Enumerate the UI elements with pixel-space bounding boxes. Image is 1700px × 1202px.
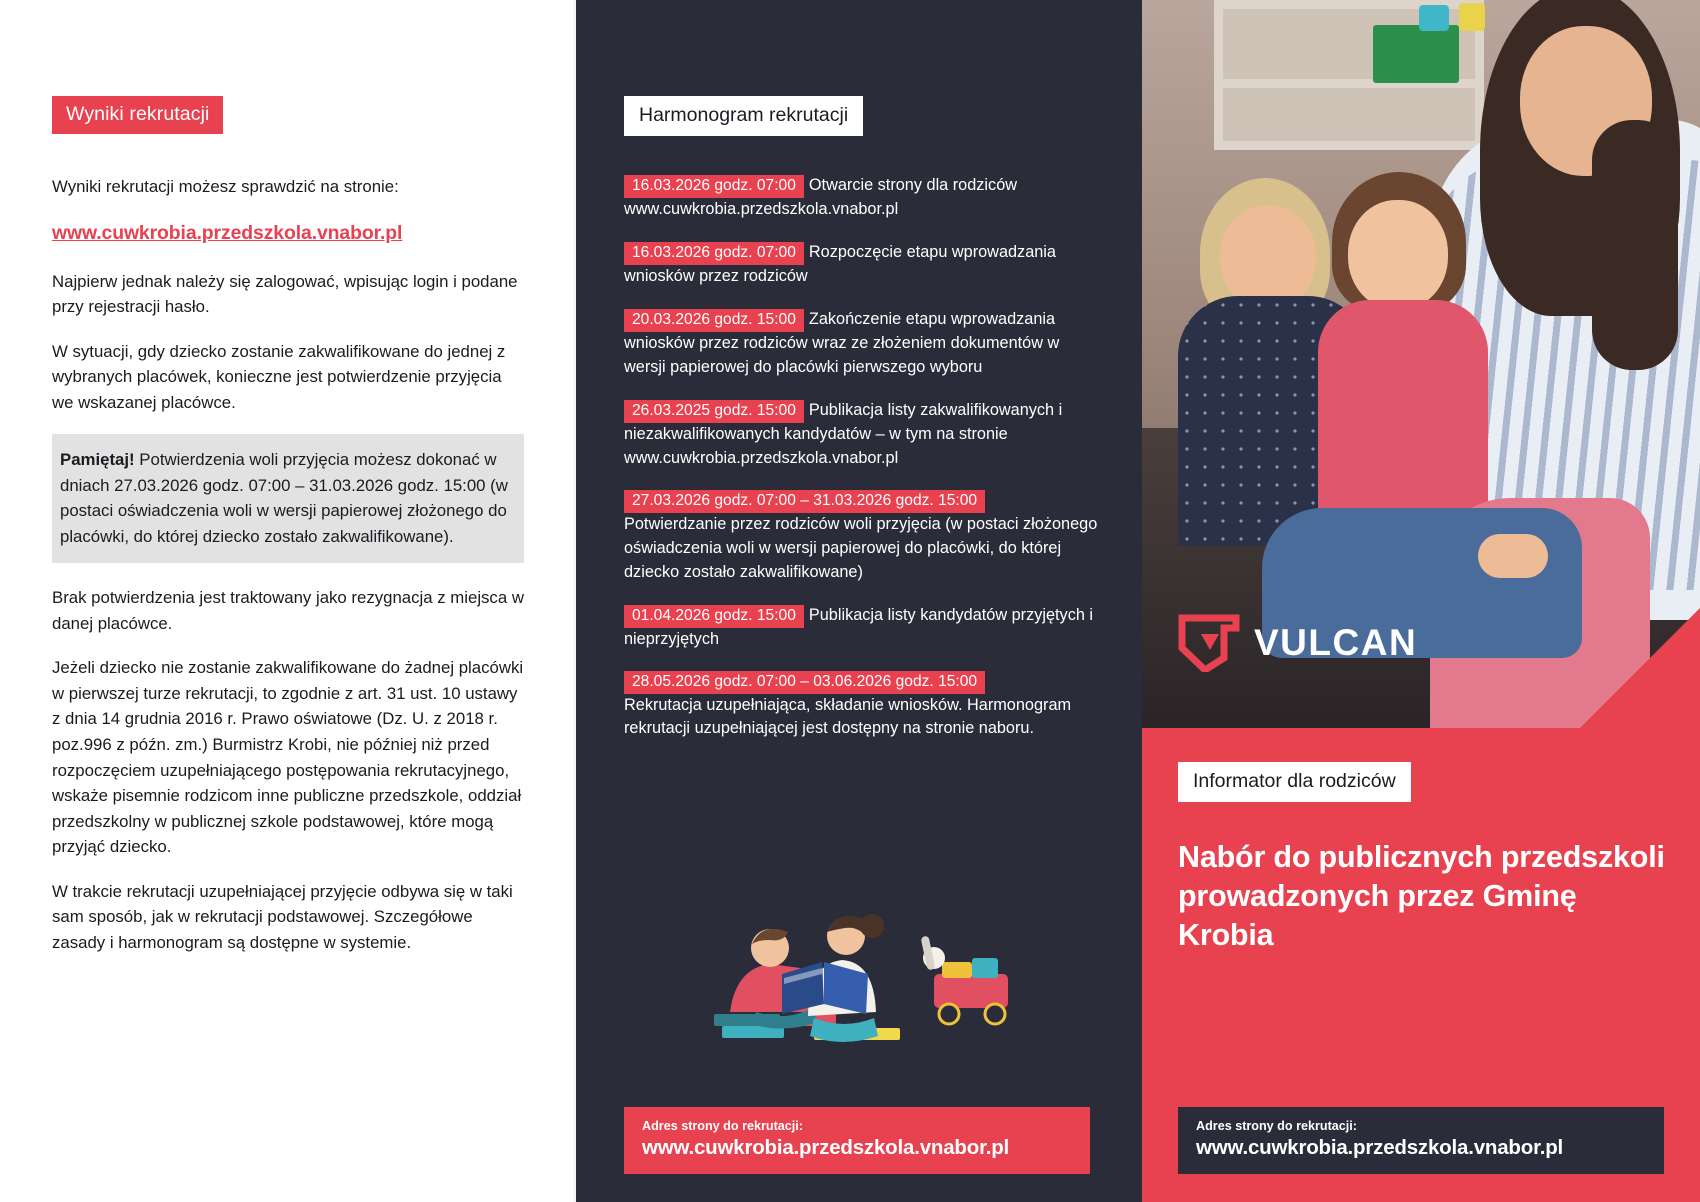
left-paragraph-supplementary: W trakcie rekrutacji uzupełniającej przyjęcie odbywa się w taki sam sposób, jak w rekrutacji podstawowej. Szczegółowe zasady i harmonogram są dostępne w systemie. [52,881,513,952]
photo-child-one-head [1220,205,1316,309]
photo-shelf [1214,0,1484,150]
right-address-url[interactable]: www.cuwkrobia.przedszkola.vnabor.pl [1196,1136,1564,1159]
schedule-list [624,174,1098,741]
photo-red-corner [1580,608,1700,728]
schedule-item [624,174,1098,222]
schedule-item-date: 01.04.2026 godz. 15:00 [624,605,804,628]
right-panel-tag: Informator dla rodziców [1178,762,1411,802]
right-address-bar [1178,1107,1664,1174]
schedule-item [624,490,1098,585]
vulcan-wordmark: VULCAN [1254,622,1418,663]
photo-green-box [1373,25,1459,83]
results-website-link[interactable]: www.cuwkrobia.przedszkola.vnabor.pl [52,221,403,244]
remember-note [52,434,524,563]
photo-child-two-head [1348,200,1448,310]
schedule-item [624,308,1098,380]
schedule-item-date: 16.03.2026 godz. 07:00 [624,242,804,265]
schedule-item [624,241,1098,289]
schedule-item [624,399,1098,471]
schedule-item-desc: Potwierdzanie przez rodziców woli przyjęcia (w postaci złożonego oświadczenia woli w wersji papierowej do placówki, do której dziecko zostało zakwalifikowane) [624,514,1098,581]
children-reading-illustration [696,866,1026,1056]
middle-address-label: Adres strony do rekrutacji: [642,1119,803,1133]
middle-address-bar [624,1107,1090,1174]
remember-note-text: Potwierdzenia woli przyjęcia możesz dokonać w dniach 27.03.2026 godz. 07:00 – 31.03.2026 godz. 15:00 (w postaci oświadczenia woli w wersji papierowej złożonego do placówki, do której dziecko zostało zakwalifikowane). [60,450,508,546]
left-paragraph-resignation: Brak potwierdzenia jest traktowany jako rezygnacja z miejsca w danej placówce. [52,588,524,633]
middle-address-url[interactable]: www.cuwkrobia.przedszkola.vnabor.pl [642,1136,1010,1159]
photo-toy-yellow [1459,3,1485,31]
photo-child-two-body [1318,300,1488,540]
right-panel [1142,0,1700,1202]
schedule-item-desc: Publikacja listy kandydatów przyjętych i nieprzyjętych [624,605,1094,648]
cover-photo [1142,0,1700,728]
left-panel-tag: Wyniki rekrutacji [52,96,223,134]
schedule-item-desc: Rekrutacja uzupełniająca, składanie wniosków. Harmonogram rekrutacji uzupełniającej jest dostępny na stronie naboru. [624,695,1072,738]
schedule-tag: Harmonogram rekrutacji [624,96,863,136]
schedule-item-desc: Rozpoczęcie etapu wprowadzania wniosków przez rodziców [624,242,1056,285]
schedule-item-date: 27.03.2026 godz. 07:00 – 31.03.2026 godz. 15:00 [624,490,985,513]
toy-cart-icon [921,936,1008,1024]
middle-panel [576,0,1142,1202]
photo-bare-foot [1478,534,1548,578]
photo-toy-blue [1419,5,1449,31]
vulcan-mark-icon [1178,614,1240,672]
left-panel-body [52,174,524,955]
schedule-item-date: 20.03.2026 godz. 15:00 [624,309,804,332]
schedule-item [624,604,1098,652]
left-paragraph-legal: Jeżeli dziecko nie zostanie zakwalifikowane do żadnej placówki w pierwszej turze rekrutacji, to zgodnie z art. 31 ust. 10 ustawy z dnia 14 grudnia 2016 r. Prawo oświatowe (Dz. U. z 2018 r. poz.996 z późn. zm.) Burmistrz Krobi, nie później niż przed rozpoczęciem uzupełniającego postępowania rekrutacyjnego, wskaże pisemnie rodzicom inne publiczne przedszkole, oddział przedszkolny w publicznej szkole podstawowej, które mogą przyjąć dziecko. [52,658,524,857]
left-paragraph-login: Najpierw jednak należy się zalogować, wpisując login i podane przy rejestracji hasło. [52,271,518,317]
schedule-item-date: 28.05.2026 godz. 07:00 – 03.06.2026 godz. 15:00 [624,671,985,694]
left-paragraph-confirm: W sytuacji, gdy dziecko zostanie zakwalifikowane do jednej z wybranych placówek, konieczne jest potwierdzenie przyjęcia we wskazanej placówce. [52,341,506,412]
photo-teacher-hair-strand [1592,120,1678,370]
left-intro-paragraph: Wyniki rekrutacji możesz sprawdzić na stronie: [52,177,399,196]
vulcan-logo [1178,614,1417,672]
schedule-item-date: 16.03.2026 godz. 07:00 [624,175,804,198]
page-title: Nabór do publicznych przedszkoli prowadzonych przez Gminę Krobia [1178,840,1665,953]
remember-note-label: Pamiętaj! [60,450,135,470]
right-address-label: Adres strony do rekrutacji: [1196,1119,1357,1133]
schedule-item-date: 26.03.2025 godz. 15:00 [624,400,804,423]
schedule-item [624,671,1098,742]
schedule-item-desc: Zakończenie etapu wprowadzania wniosków przez rodziców wraz ze złożeniem dokumentów w wersji papierowej do placówki pierwszego wyboru [624,309,1060,376]
left-panel [0,0,576,1202]
schedule-item-desc: Publikacja listy zakwalifikowanych i niezakwalifikowanych kandydatów – w tym na stronie www.cuwkrobia.przedszkola.vnabor.pl [624,400,1063,467]
schedule-item-desc: Otwarcie strony dla rodziców www.cuwkrobia.przedszkola.vnabor.pl [624,176,1018,218]
